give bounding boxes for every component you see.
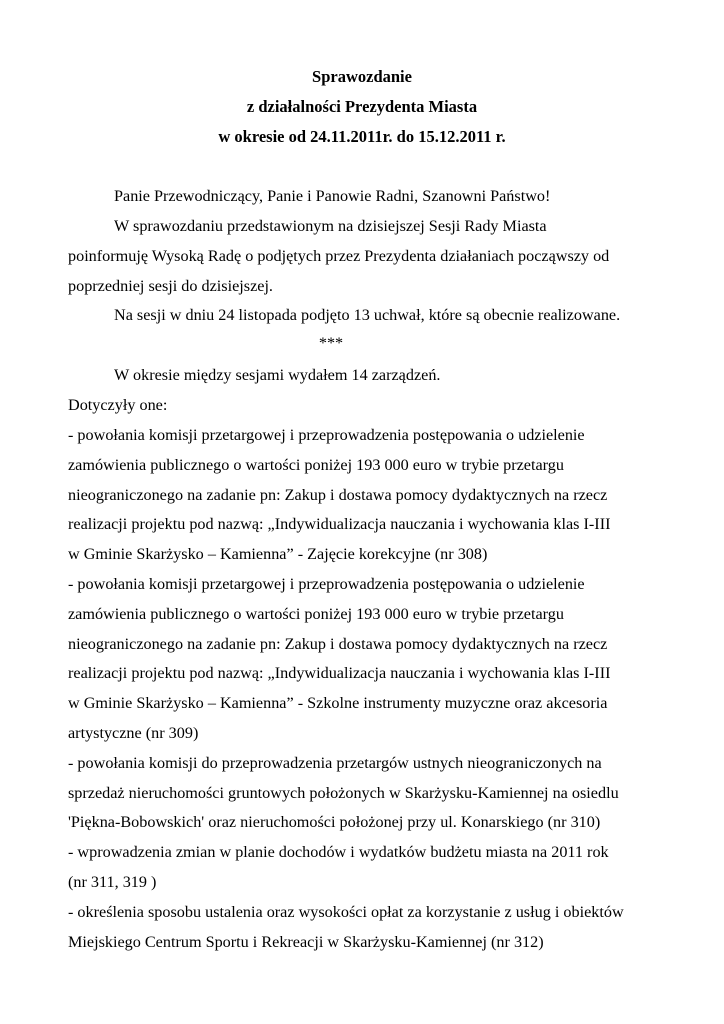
list-item-2-line-5: w Gminie Skarżysko – Kamienna” - Szkolne instrumenty muzyczne oraz akcesoria: [68, 694, 608, 712]
greeting: Panie Przewodniczący, Panie i Panowie Radni, Szanowni Państwo!: [114, 187, 551, 205]
list-item-2-line-1: - powołania komisji przetargowej i przeprowadzenia postępowania o udzielenie: [68, 575, 585, 593]
title-line-1: Sprawozdanie: [312, 67, 412, 86]
list-item-5-line-1: - określenia sposobu ustalenia oraz wysokości opłat za korzystanie z usług i obiektów: [68, 903, 624, 921]
list-item-4-line-1: - wprowadzenia zmian w planie dochodów i wydatków budżetu miasta na 2011 rok: [68, 843, 609, 861]
list-item-1-line-4: realizacji projektu pod nazwą: „Indywidualizacja nauczania i wychowania klas I-III: [68, 515, 611, 533]
concerned-label: Dotyczyły one:: [68, 396, 168, 414]
list-item-4-line-2: (nr 311, 319 ): [68, 873, 157, 891]
session-paragraph: Na sesji w dniu 24 listopada podjęto 13 uchwał, które są obecnie realizowane.: [114, 306, 621, 324]
list-item-2-line-3: nieograniczonego na zadanie pn: Zakup i dostawa pomocy dydaktycznych na rzecz: [68, 635, 608, 653]
list-item-1-line-1: - powołania komisji przetargowej i przeprowadzenia postępowania o udzielenie: [68, 426, 585, 444]
list-item-1-line-2: zamówienia publicznego o wartości poniżej 193 000 euro w trybie przetargu: [68, 456, 564, 474]
title-line-3: w okresie od 24.11.2011r. do 15.12.2011 r.: [218, 127, 506, 146]
list-item-2-line-6: artystyczne (nr 309): [68, 724, 199, 742]
list-item-5-line-2: Miejskiego Centrum Sportu i Rekreacji w Skarżysku-Kamiennej (nr 312): [68, 933, 544, 951]
separator-stars: ***: [318, 334, 344, 352]
list-item-1-line-5: w Gminie Skarżysko – Kamienna” - Zajęcie korekcyjne (nr 308): [68, 545, 488, 563]
list-item-2-line-4: realizacji projektu pod nazwą: „Indywidualizacja nauczania i wychowania klas I-III: [68, 664, 611, 682]
title-line-2: z działalności Prezydenta Miasta: [246, 97, 478, 116]
list-item-2-line-2: zamówienia publicznego o wartości poniżej 193 000 euro w trybie przetargu: [68, 605, 564, 623]
orders-paragraph: W okresie między sesjami wydałem 14 zarządzeń.: [114, 366, 441, 384]
list-item-3-line-1: - powołania komisji do przeprowadzenia przetargów ustnych nieograniczonych na: [68, 754, 602, 772]
list-item-3-line-2: sprzedaż nieruchomości gruntowych położonych w Skarżysku-Kamiennej na osiedlu: [68, 784, 619, 802]
intro-line-2: poinformuję Wysoką Radę o podjętych przez Prezydenta działaniach począwszy od: [68, 247, 610, 265]
intro-line-1: W sprawozdaniu przedstawionym na dzisiejszej Sesji Rady Miasta: [114, 217, 547, 235]
list-item-1-line-3: nieograniczonego na zadanie pn: Zakup i dostawa pomocy dydaktycznych na rzecz: [68, 486, 608, 504]
intro-line-3: poprzedniej sesji do dzisiejszej.: [68, 277, 273, 295]
list-item-3-line-3: 'Piękna-Bobowskich' oraz nieruchomości położonej przy ul. Konarskiego (nr 310): [68, 813, 601, 831]
